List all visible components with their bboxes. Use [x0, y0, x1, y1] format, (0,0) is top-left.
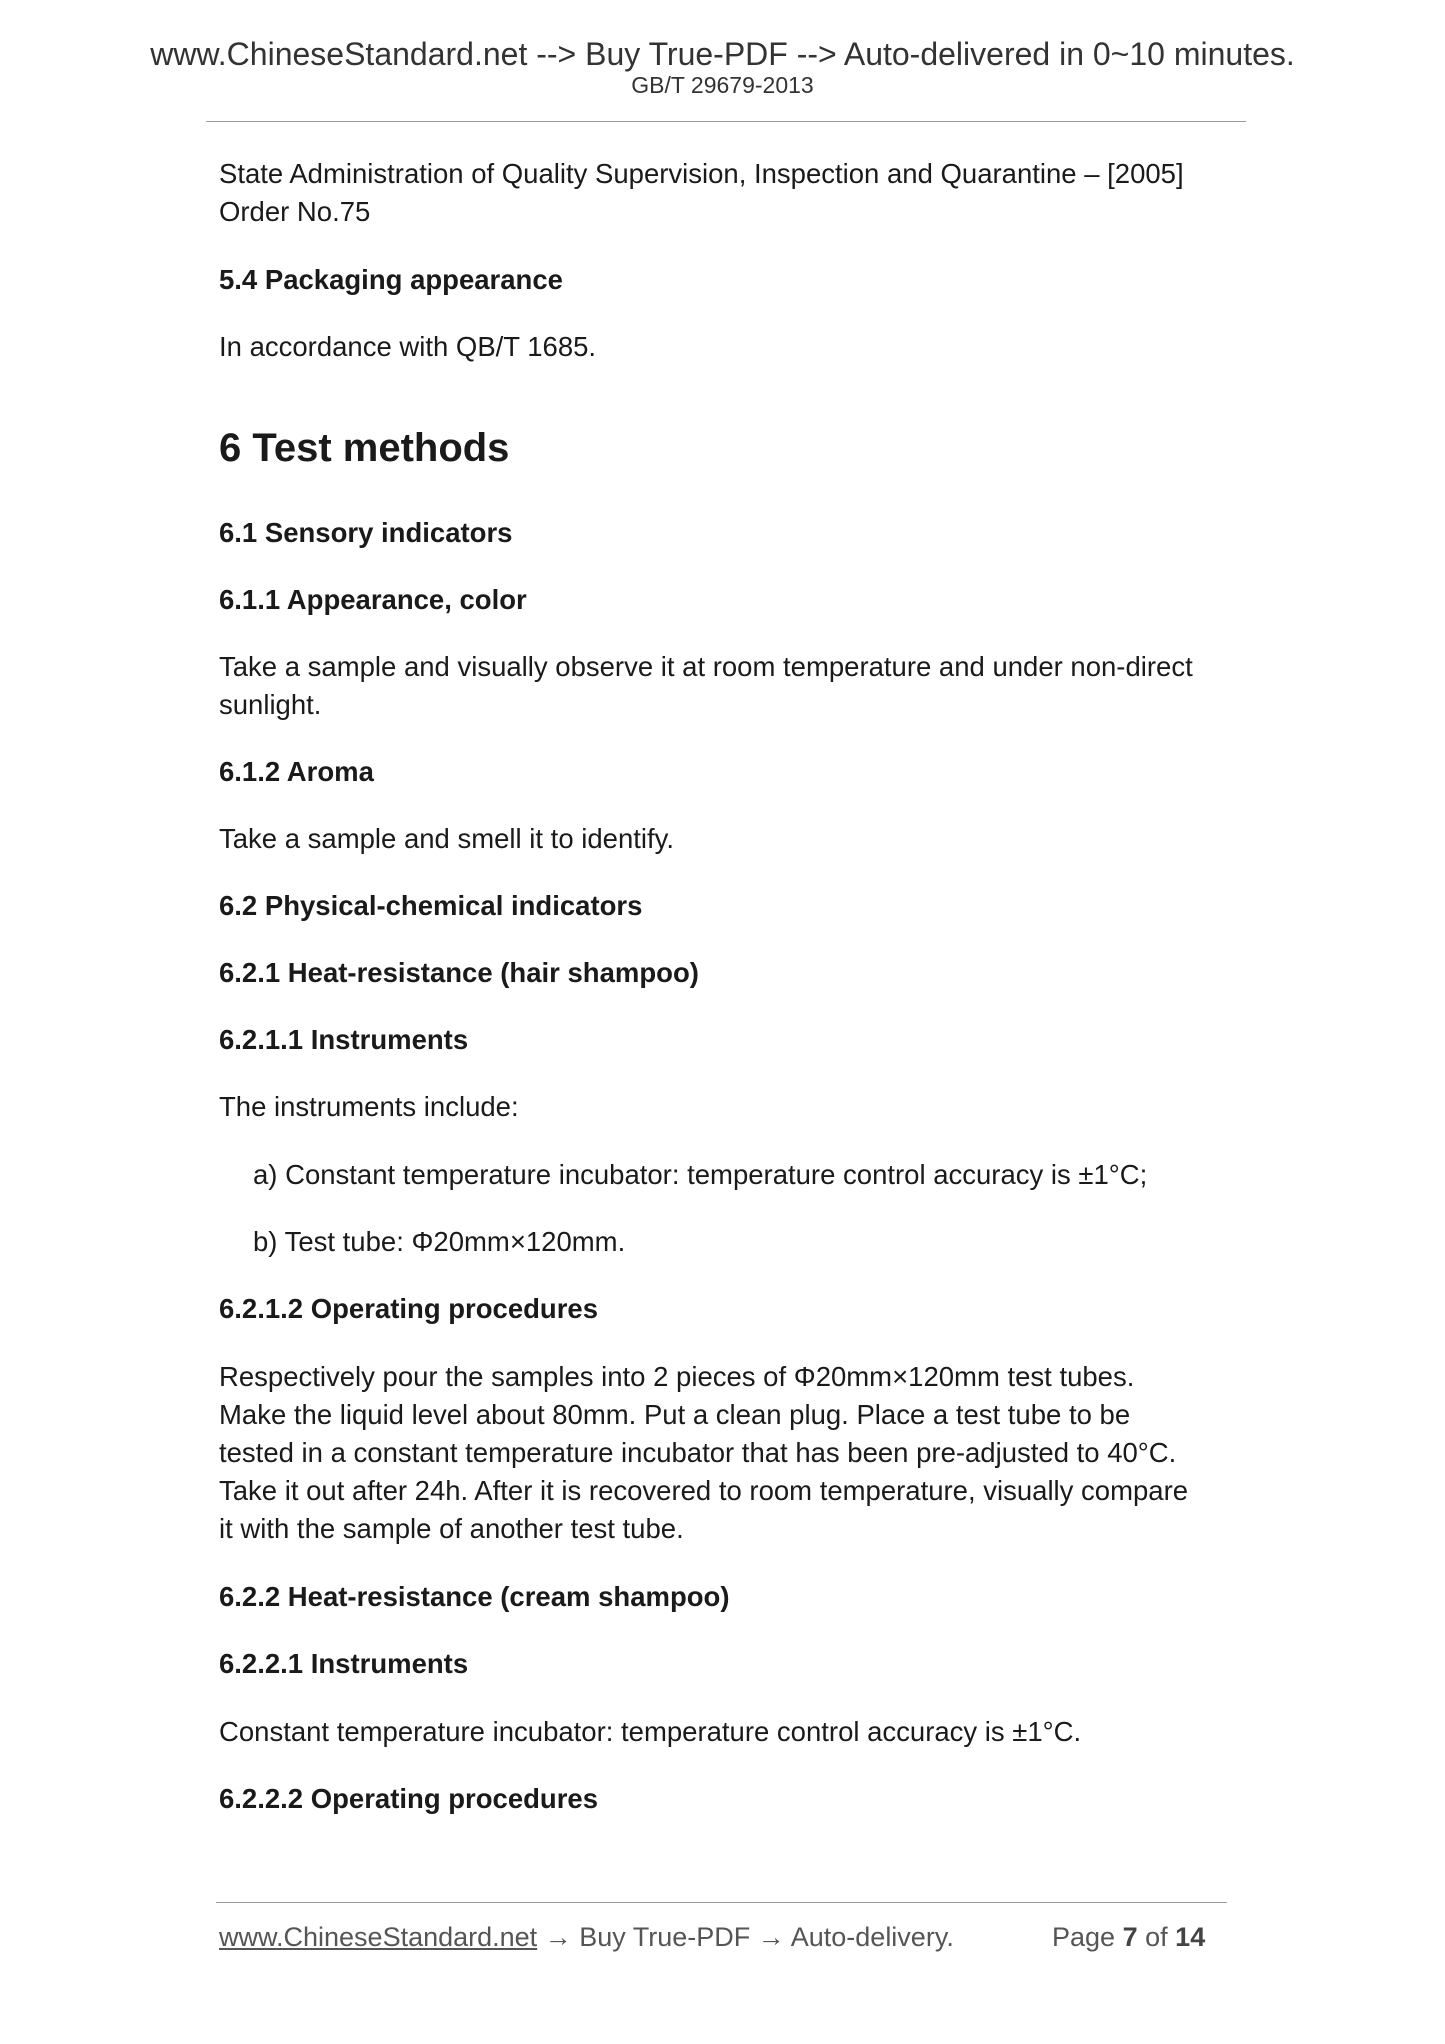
paragraph-instruments-intro: The instruments include: [219, 1091, 519, 1122]
page-of-label: of [1145, 1922, 1168, 1952]
heading-5-4: 5.4 Packaging appearance [219, 264, 563, 295]
procedure-line2: Make the liquid level about 80mm. Put a clean plug. Place a test tube to be [219, 1399, 1131, 1430]
procedure-line5: it with the sample of another test tube. [219, 1513, 684, 1544]
document-number: GB/T 29679-2013 [631, 72, 814, 98]
footer-divider [216, 1902, 1227, 1903]
heading-6-2: 6.2 Physical-chemical indicators [219, 890, 643, 921]
heading-6: 6 Test methods [219, 426, 510, 470]
header-banner: www.ChineseStandard.net --> Buy True-PDF --> Auto-delivered in 0~10 minutes. [150, 36, 1295, 72]
header-divider [206, 121, 1246, 122]
heading-6-2-2-1: 6.2.2.1 Instruments [219, 1648, 469, 1679]
heading-6-1-2: 6.1.2 Aroma [219, 756, 374, 787]
paragraph-6-2-2-1: Constant temperature incubator: temperature control accuracy is ±1°C. [219, 1716, 1082, 1747]
procedure-line3: tested in a constant temperature incubator that has been pre-adjusted to 40°C. [219, 1437, 1177, 1468]
page-total: 14 [1175, 1922, 1206, 1952]
page-indicator [1052, 1918, 1205, 1956]
paragraph-6-1-2: Take a sample and smell it to identify. [219, 823, 674, 854]
paragraph-5-4: In accordance with QB/T 1685. [219, 331, 597, 362]
heading-6-2-1-2: 6.2.1.2 Operating procedures [219, 1293, 599, 1324]
page-current: 7 [1122, 1922, 1138, 1952]
heading-6-2-1-1: 6.2.1.1 Instruments [219, 1024, 469, 1055]
heading-6-1-1: 6.1.1 Appearance, color [219, 584, 527, 615]
footer-tagline: → Buy True-PDF → Auto-delivery. [537, 1922, 954, 1952]
footer-promo [219, 1918, 954, 1956]
list-item-a: a) Constant temperature incubator: temperature control accuracy is ±1°C; [253, 1159, 1148, 1190]
procedure-line4: Take it out after 24h. After it is recovered to room temperature, visually compare [219, 1475, 1189, 1506]
paragraph-6-1-1-line1: Take a sample and visually observe it at room temperature and under non-direct [219, 651, 1193, 682]
order-reference-line1: State Administration of Quality Supervision, Inspection and Quarantine – [2005] [219, 158, 1184, 189]
list-item-b: b) Test tube: Φ20mm×120mm. [253, 1226, 626, 1257]
paragraph-6-1-1-line2: sunlight. [219, 689, 322, 720]
heading-6-2-2: 6.2.2 Heat-resistance (cream shampoo) [219, 1581, 730, 1612]
heading-6-2-2-2: 6.2.2.2 Operating procedures [219, 1783, 599, 1814]
page-label: Page [1052, 1922, 1116, 1952]
procedure-line1: Respectively pour the samples into 2 pieces of Φ20mm×120mm test tubes. [219, 1361, 1135, 1392]
order-reference-line2: Order No.75 [219, 196, 371, 227]
footer-site-link[interactable]: www.ChineseStandard.net [219, 1922, 538, 1952]
heading-6-2-1: 6.2.1 Heat-resistance (hair shampoo) [219, 957, 699, 988]
heading-6-1: 6.1 Sensory indicators [219, 517, 513, 548]
